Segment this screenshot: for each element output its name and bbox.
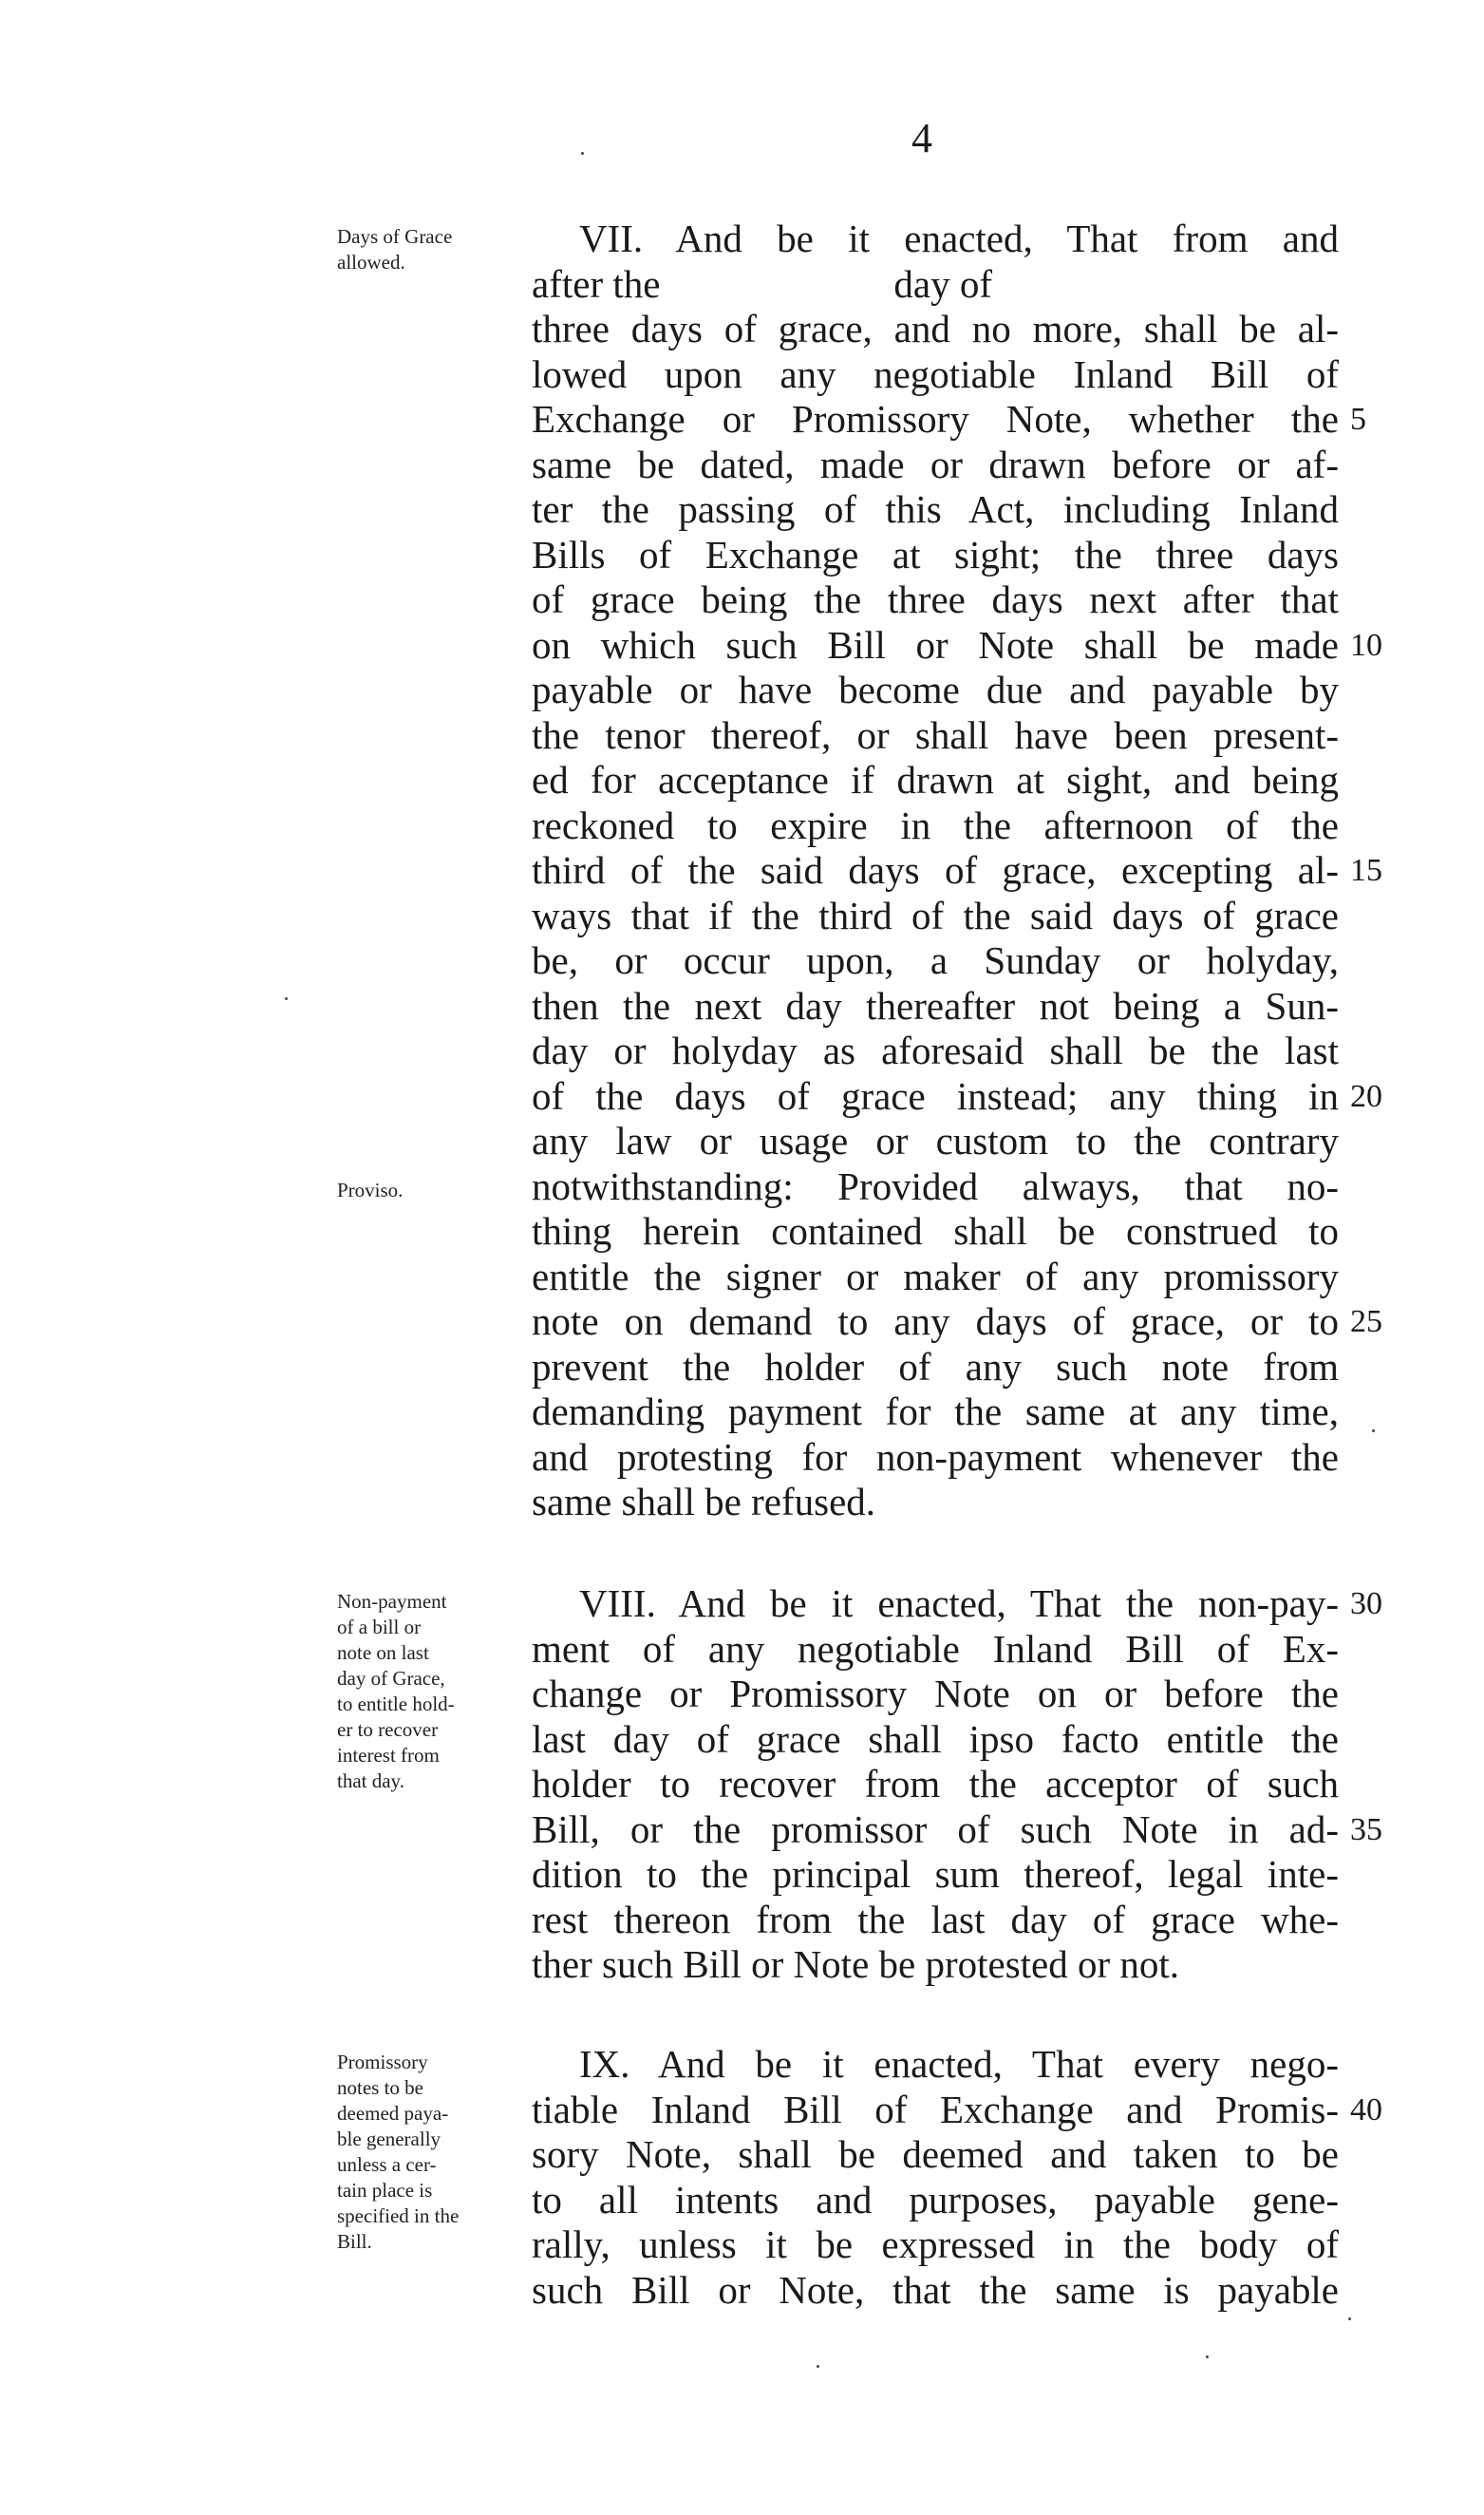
line-number: 5 [1350, 402, 1366, 437]
text-line: prevent the holder of any such note from [532, 1344, 1339, 1389]
scan-speck [1372, 1429, 1375, 1432]
text-line: dition to the principal sum thereof, legal inte- [532, 1852, 1339, 1896]
text-line: sory Note, shall be deemed and taken to be [532, 2132, 1339, 2176]
line-number: 35 [1350, 1811, 1382, 1847]
text-line: ed for acceptance if drawn at sight, and being [532, 758, 1339, 802]
section-ix-body [532, 2042, 1339, 2313]
text-line: notwithstanding: Provided always, that no- [532, 1163, 1339, 1208]
line-number: 25 [1350, 1304, 1382, 1339]
text-line: after the day of [532, 261, 993, 306]
line-number: 15 [1350, 853, 1382, 888]
text-line: then the next day thereafter not being a Sun- [532, 983, 1339, 1028]
line-number: 10 [1350, 627, 1382, 663]
text-line: IX. And be it enacted, That every nego- [579, 2042, 1339, 2086]
text-line: ther such Bill or Note be protested or not. [532, 1942, 1180, 1986]
text-line: Exchange or Promissory Note, whether the [532, 397, 1339, 441]
text-line: payable or have become due and payable by [532, 668, 1339, 711]
side-note-proviso: Proviso. [337, 1179, 404, 1201]
line-number: 40 [1350, 2091, 1382, 2127]
text-line: lowed upon any negotiable Inland Bill of [532, 351, 1339, 396]
text-line: reckoned to expire in the afternoon of the [532, 803, 1339, 847]
text-line: of the days of grace instead; any thing in [532, 1073, 1339, 1118]
text-line: to all intents and purposes, payable gene- [532, 2177, 1339, 2222]
text-line: ways that if the third of the said days of grace [532, 893, 1339, 937]
text-line: third of the said days of grace, excepting al- [532, 848, 1339, 892]
text-line: and protesting for non-payment whenever the [532, 1434, 1339, 1479]
text-line: three days of grace, and no more, shall be al- [532, 307, 1339, 350]
text-line: on which such Bill or Note shall be made [532, 622, 1339, 667]
text-line: same be dated, made or drawn before or af- [532, 442, 1339, 486]
scan-speck [1206, 2355, 1209, 2358]
text-line: any law or usage or custom to the contrary [532, 1119, 1339, 1163]
scan-speck [285, 997, 288, 1000]
side-note-non-payment: Non-payment of a bill or note on last day of Grace, to entitle hold- er to recover interest from that day. [337, 1590, 455, 1792]
scan-speck [581, 152, 584, 155]
line-number: 20 [1350, 1078, 1382, 1114]
scan-speck [817, 2365, 819, 2368]
text-line: note on demand to any days of grace, or to [532, 1299, 1339, 1343]
text-line: be, or occur upon, a Sunday or holyday, [532, 938, 1339, 982]
text-line: demanding payment for the same at any time, [532, 1390, 1339, 1433]
section-viii-body [532, 1581, 1339, 1988]
text-line: of grace being the three days next after that [532, 577, 1339, 621]
text-line: such Bill or Note, that the same is payable [532, 2267, 1339, 2312]
text-line: same shall be refused. [532, 1480, 876, 1523]
text-line: rest thereon from the last day of grace whe- [532, 1897, 1339, 1941]
text-line: rally, unless it be expressed in the body of [532, 2222, 1339, 2266]
text-line: tiable Inland Bill of Exchange and Promis- [532, 2087, 1339, 2131]
line-number: 30 [1350, 1586, 1382, 1621]
text-line: VII. And be it enacted, That from and [579, 217, 1339, 260]
text-line: holder to recover from the acceptor of such [532, 1762, 1339, 1806]
text-line: Bill, or the promissor of such Note in ad- [532, 1806, 1339, 1851]
side-note-days-of-grace: Days of Grace allowed. [337, 225, 453, 274]
page-number: 4 [911, 115, 932, 161]
text-line: day or holyday as aforesaid shall be the last [532, 1029, 1339, 1072]
text-line: change or Promissory Note on or before the [532, 1672, 1339, 1715]
text-line: VIII. And be it enacted, That the non-pay- [579, 1581, 1339, 1625]
text-line: Bills of Exchange at sight; the three days [532, 532, 1339, 577]
text-line: thing herein contained shall be construed to [532, 1209, 1339, 1253]
text-line: ment of any negotiable Inland Bill of Ex- [532, 1626, 1339, 1671]
side-note-promissory-notes: Promissory notes to be deemed paya- ble generally unless a cer- tain place is specified in the Bill. [337, 2051, 460, 2253]
text-line: entitle the signer or maker of any promissory [532, 1254, 1339, 1298]
text-line: last day of grace shall ipso facto entitle the [532, 1716, 1339, 1761]
text-line: ter the passing of this Act, including Inland [532, 487, 1339, 531]
text-line: the tenor thereof, or shall have been present- [532, 712, 1339, 757]
scan-speck [1348, 2317, 1351, 2320]
section-vii-body [532, 217, 1339, 1525]
